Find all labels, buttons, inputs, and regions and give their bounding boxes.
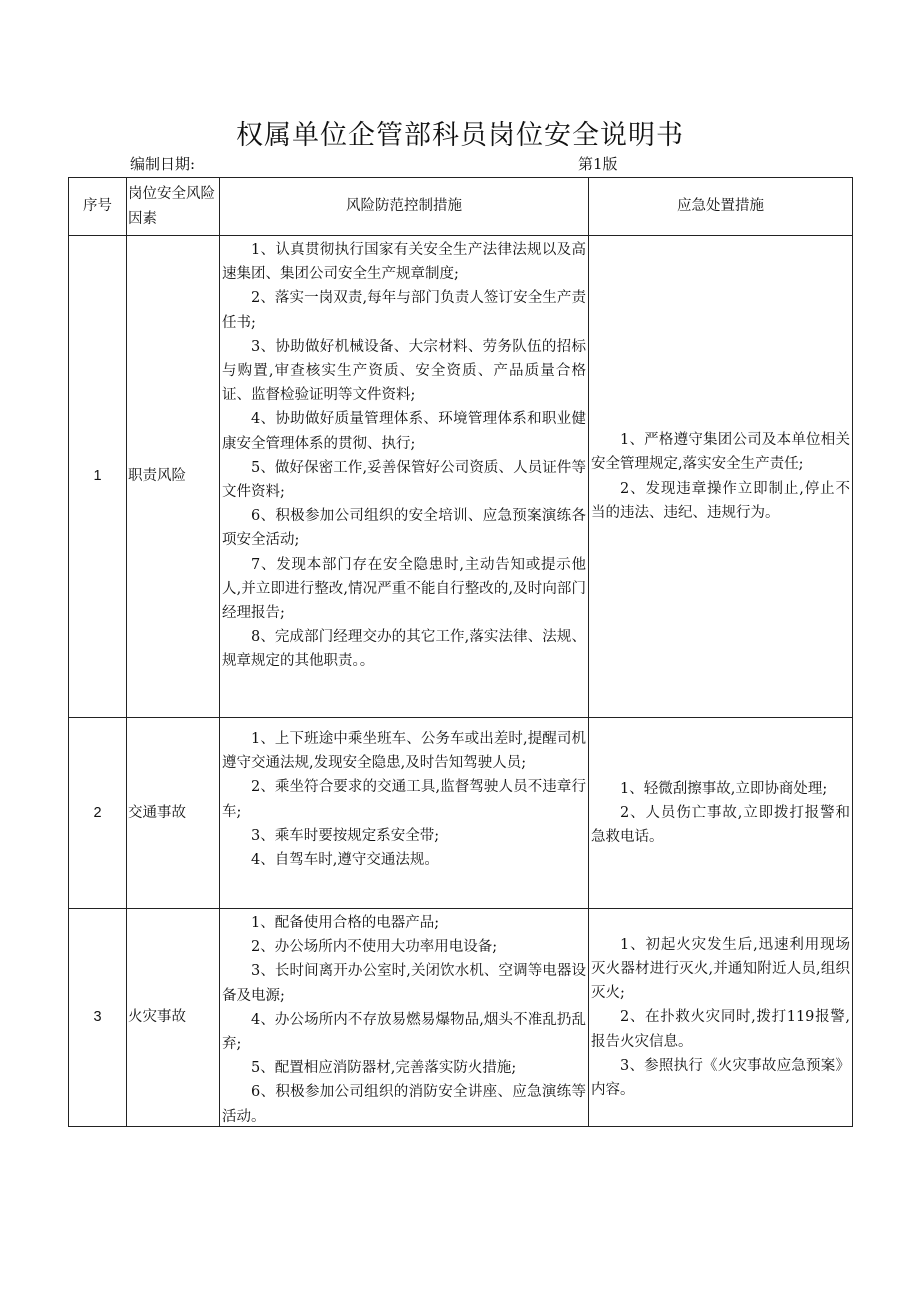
table-header-row bbox=[69, 178, 853, 236]
document-title: 权属单位企管部科员岗位安全说明书 bbox=[236, 120, 684, 151]
row-number: 2 bbox=[69, 718, 127, 909]
emergency-item: 2、在扑救火灾同时,拨打119报警,报告火灾信息。 bbox=[591, 1009, 850, 1050]
row-factor: 火灾事故 bbox=[127, 909, 220, 1127]
measure-item: 6、积极参加公司组织的安全培训、应急预案演练各项安全活动; bbox=[222, 508, 586, 549]
measure-item: 1、上下班途中乘坐班车、公务车或出差时,提醒司机遵守交通法规,发现安全隐患,及时告知驾驶人员; bbox=[222, 731, 586, 772]
table-row bbox=[69, 718, 853, 909]
row-factor: 职责风险 bbox=[127, 236, 220, 718]
measure-item: 2、办公场所内不使用大功率用电设备; bbox=[251, 939, 498, 956]
measure-item: 4、协助做好质量管理体系、环境管理体系和职业健康安全管理体系的贯彻、执行; bbox=[222, 411, 586, 452]
measure-item: 8、完成部门经理交办的其它工作,落实法律、法规、规章规定的其他职责。。 bbox=[222, 629, 586, 670]
date-label: 编制日期: bbox=[130, 155, 196, 173]
row-number: 1 bbox=[69, 236, 127, 718]
header-number: 序号 bbox=[69, 178, 127, 236]
measure-item: 4、办公场所内不存放易燃易爆物品,烟头不准乱扔乱弃; bbox=[222, 1011, 586, 1053]
safety-table bbox=[68, 177, 853, 1127]
row-emergency bbox=[589, 236, 853, 718]
measure-item: 7、发现本部门存在安全隐患时,主动告知或提示他人,并立即进行整改,情况严重不能自行整改的,及时向部门经理报告; bbox=[222, 556, 586, 622]
row-emergency bbox=[589, 718, 853, 909]
measure-item: 1、认真贯彻执行国家有关安全生产法律法规以及高速集团、集团公司安全生产规章制度; bbox=[222, 242, 586, 283]
header-emergency: 应急处置措施 bbox=[589, 178, 853, 236]
row-number: 3 bbox=[69, 909, 127, 1127]
row-measures bbox=[220, 236, 589, 718]
version-label: 第1版 bbox=[578, 155, 618, 173]
emergency-item: 1、轻微刮擦事故,立即协商处理; bbox=[620, 780, 828, 797]
measure-item: 5、做好保密工作,妥善保管好公司资质、人员证件等文件资料; bbox=[222, 459, 586, 501]
measure-item: 3、长时间离开办公室时,关闭饮水机、空调等电器设备及电源; bbox=[222, 963, 586, 1004]
emergency-item: 1、初起火灾发生后,迅速利用现场灭火器材进行灭火,并通知附近人员,组织灭火; bbox=[591, 936, 850, 1002]
header-measures: 风险防范控制措施 bbox=[220, 178, 589, 236]
measure-item: 4、自驾车时,遵守交通法规。 bbox=[251, 852, 439, 869]
emergency-item: 2、发现违章操作立即制止,停止不当的违法、违纪、违规行为。 bbox=[591, 480, 850, 521]
measure-item: 3、协助做好机械设备、大宗材料、劳务队伍的招标与购置,审查核实生产资质、安全资质、产品质量合格证、监督检验证明等文件资料; bbox=[222, 338, 586, 404]
table-row bbox=[69, 909, 853, 1127]
row-measures bbox=[220, 718, 589, 909]
header-factor: 岗位安全风险因素 bbox=[127, 178, 220, 236]
measure-item: 6、积极参加公司组织的消防安全讲座、应急演练等活动。 bbox=[222, 1084, 586, 1123]
emergency-item: 2、人员伤亡事故,立即拨打报警和急救电话。 bbox=[591, 804, 850, 846]
measure-item: 1、配备使用合格的电器产品; bbox=[251, 915, 440, 931]
measure-item: 3、乘车时要按规定系安全带; bbox=[251, 827, 440, 844]
emergency-item: 3、参照执行《火灾事故应急预案》内容。 bbox=[591, 1057, 850, 1098]
table-row bbox=[69, 236, 853, 718]
emergency-item: 1、严格遵守集团公司及本单位相关安全管理规定,落实安全生产责任; bbox=[591, 432, 850, 473]
row-emergency bbox=[589, 909, 853, 1127]
measure-item: 2、落实一岗双责,每年与部门负责人签订安全生产责任书; bbox=[222, 290, 586, 331]
measure-item: 2、乘坐符合要求的交通工具,监督驾驶人员不违章行车; bbox=[222, 779, 586, 820]
row-factor: 交通事故 bbox=[127, 718, 220, 909]
measure-item: 5、配置相应消防器材,完善落实防火措施; bbox=[251, 1060, 517, 1077]
row-measures bbox=[220, 909, 589, 1127]
